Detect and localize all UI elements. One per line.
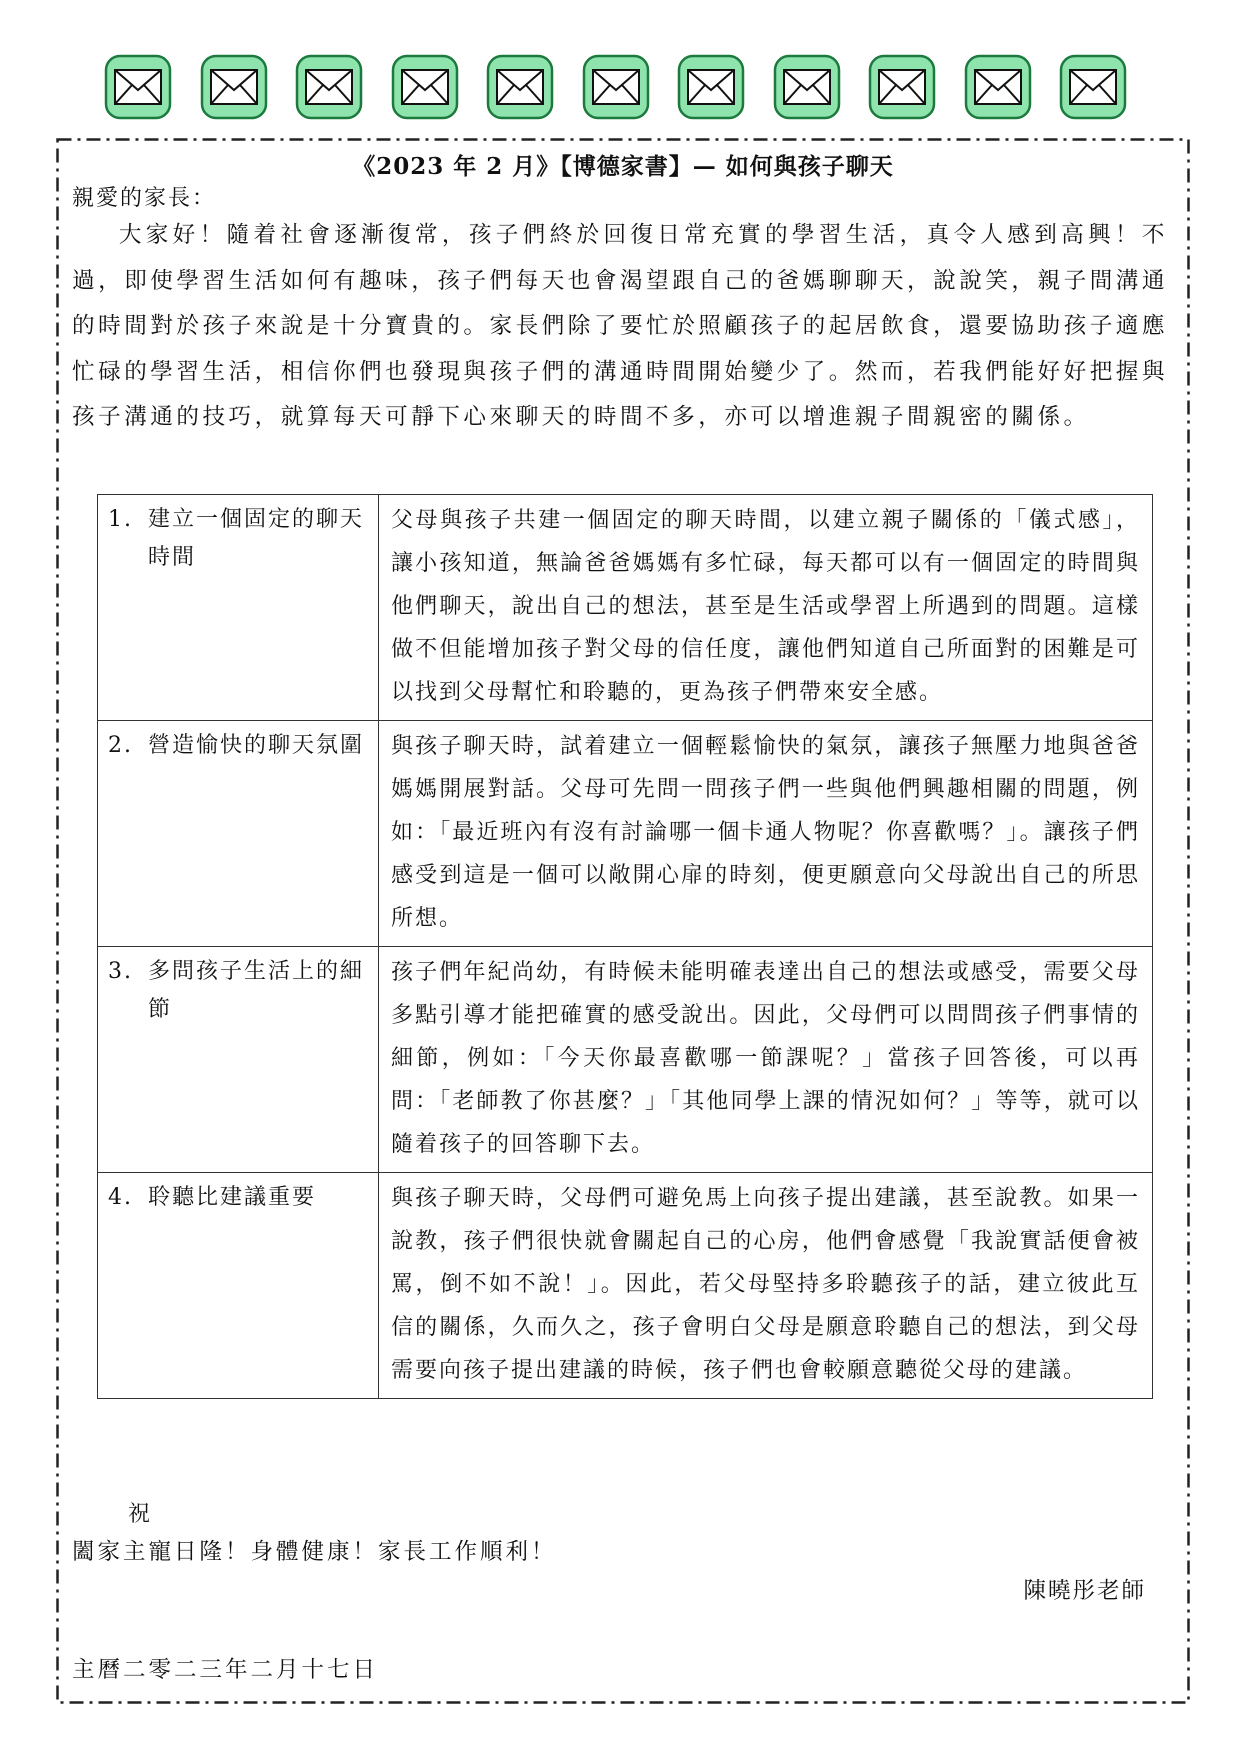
blessing-head: 祝: [128, 1502, 151, 1527]
tip-description: 父母與孩子共建一個固定的聊天時間，以建立親子關係的「儀式感」，讓小孩知道，無論爸爸媽媽有多忙碌，每天都可以有一個固定的時間與他們聊天，說出自己的想法，甚至是生活或學習上所遇到的問題。這樣做不但能增加孩子對父母的信任度，讓他們知道自己所面對的困難是可以找到父母幫忙和聆聽的，更為孩子們帶來安全感。: [379, 495, 1153, 721]
intro-paragraph: [72, 213, 1168, 441]
blessing-line: 闔家主寵日隆！身體健康！家長工作順利！: [72, 1539, 557, 1565]
tip-topic: 多問孩子生活上的細節: [148, 959, 365, 1022]
envelope-icon: [964, 54, 1032, 120]
teacher-signature: 陳曉彤老師: [1023, 1578, 1146, 1604]
intro-text: 大家好！隨着社會逐漸復常，孩子們終於回復日常充實的學習生活，真令人感到高興！不過，即使學習生活如何有趣味，孩子們每天也會渴望跟自己的爸媽聊聊天，說說笑，親子間溝通的時間對於孩子來說是十分寶貴的。家長們除了要忙於照顧孩子的起居飲食，還要協助孩子適應忙碌的學習生活，相信你們也發現與孩子們的溝通時間開始變少了。然而，若我們能好好把握與孩子溝通的技巧，就算每天可靜下心來聊天的時間不多，亦可以增進親子間親密的關係。: [72, 222, 1168, 430]
envelope-icon: [677, 54, 745, 120]
envelope-icon: [295, 54, 363, 120]
tip-topic-cell: [98, 1173, 379, 1399]
tips-table: [97, 494, 1153, 1399]
envelope-icon: [582, 54, 650, 120]
letter-date: 主曆二零二三年二月十七日: [72, 1657, 379, 1683]
tip-topic: 建立一個固定的聊天時間: [148, 507, 365, 570]
envelope-border-row: [104, 54, 1144, 124]
tip-description: 孩子們年紀尚幼，有時候未能明確表達出自己的想法或感受，需要父母多點引導才能把確實的感受說出。因此，父母們可以問問孩子們事情的細節，例如：「今天你最喜歡哪一節課呢？」當孩子回答後，可以再問：「老師教了你甚麼？」「其他同學上課的情況如何？」等等，就可以隨着孩子的回答聊下去。: [379, 947, 1153, 1173]
letter-title: 《2023 年 2 月》【博德家書】— 如何與孩子聊天: [352, 153, 894, 180]
tip-topic: 聆聽比建議重要: [148, 1185, 317, 1210]
tip-topic: 營造愉快的聊天氛圍: [148, 733, 365, 758]
envelope-icon: [391, 54, 459, 120]
tip-number: 1.: [108, 507, 133, 532]
envelope-icon: [773, 54, 841, 120]
tip-number: 2.: [108, 733, 133, 758]
envelope-icon: [868, 54, 936, 120]
tip-row: [98, 495, 1153, 721]
envelope-icon: [1059, 54, 1127, 120]
envelope-icon: [200, 54, 268, 120]
tip-topic-cell: [98, 721, 379, 947]
salutation: 親愛的家長：: [72, 186, 217, 211]
envelope-icon: [104, 54, 172, 120]
tip-topic-cell: [98, 947, 379, 1173]
tip-description: 與孩子聊天時，父母們可避免馬上向孩子提出建議，甚至說教。如果一說教，孩子們很快就會關起自己的心房，他們會感覺「我說實話便會被罵，倒不如不說！」。因此，若父母堅持多聆聽孩子的話，建立彼此互信的關係，久而久之，孩子會明白父母是願意聆聽自己的想法，到父母需要向孩子提出建議的時候，孩子們也會較願意聽從父母的建議。: [379, 1173, 1153, 1399]
tip-number: 3.: [108, 959, 133, 984]
envelope-icon: [486, 54, 554, 120]
tip-row: [98, 721, 1153, 947]
tip-topic-cell: [98, 495, 379, 721]
tip-description: 與孩子聊天時，試着建立一個輕鬆愉快的氣氛，讓孩子無壓力地與爸爸媽媽開展對話。父母可先問一問孩子們一些與他們興趣相關的問題，例如：「最近班內有沒有討論哪一個卡通人物呢？你喜歡嗎？」。讓孩子們感受到這是一個可以敞開心扉的時刻，便更願意向父母說出自己的所思所想。: [379, 721, 1153, 947]
tip-number: 4.: [108, 1185, 133, 1210]
tip-row: [98, 947, 1153, 1173]
tip-row: [98, 1173, 1153, 1399]
